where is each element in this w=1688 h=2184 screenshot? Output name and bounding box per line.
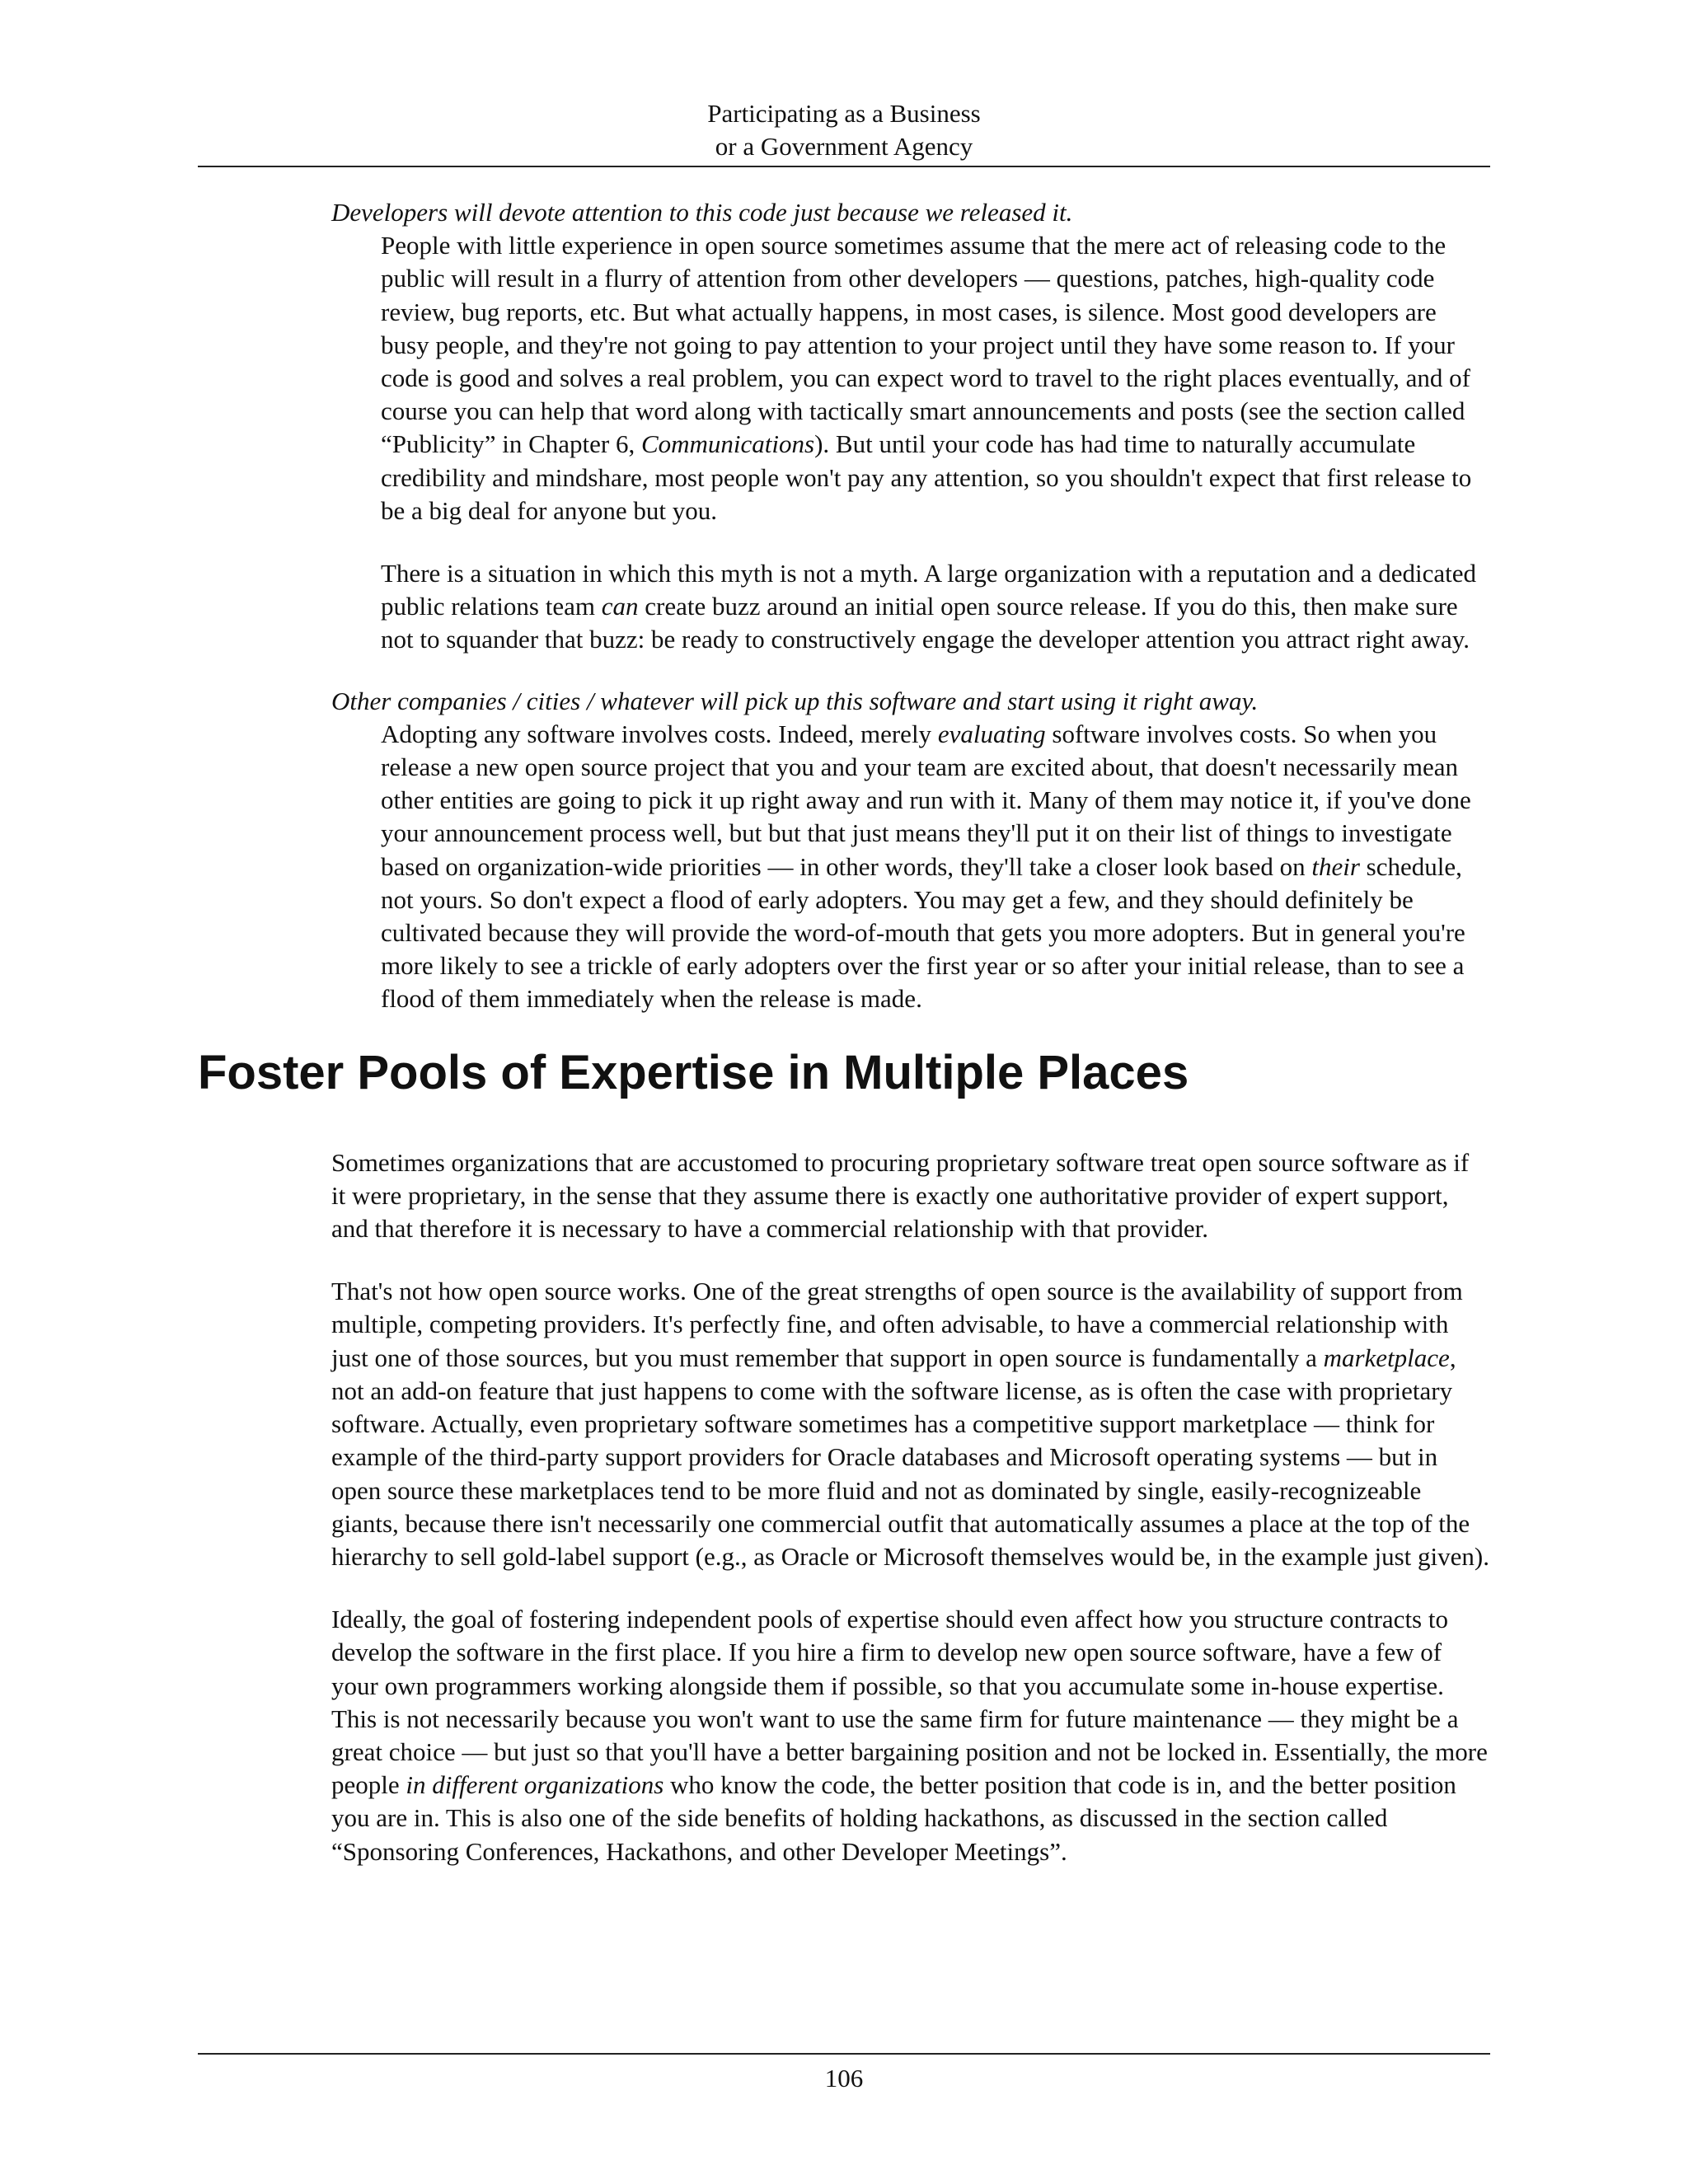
myth-definition xyxy=(381,718,1489,1016)
running-header-line-1: Participating as a Business xyxy=(707,99,981,128)
page-content xyxy=(198,196,1490,1868)
myth-definition xyxy=(381,229,1489,656)
section-heading: Foster Pools of Expertise in Multiple Places xyxy=(198,1045,1189,1099)
footer-rule xyxy=(198,2053,1490,2055)
running-header-line-2: or a Government Agency xyxy=(715,132,973,161)
section-body xyxy=(331,1146,1489,1868)
myth-term: Developers will devote attention to this code just because we released it. xyxy=(331,198,1073,227)
running-header xyxy=(198,97,1490,163)
paragraph: That's not how open source works. One of the great strengths of open source is the availability of support from multiple, competing providers. It's perfectly fine, and often advisable, to have a commercial relationship with just one of those sources, but you must remember that support in open source is fundamentally a marketplace, not an add-on feature that just happens to come with the software license, as is often the case with proprietary software. Actually, even proprietary software sometimes has a competitive support marketplace — think for example of the third-party support providers for Oracle databases and Microsoft operating systems — but in open source these marketplaces tend to be more fluid and not as dominated by single, easily-recognizeable giants, because there isn't necessarily one commercial outfit that automatically assumes a place at the top of the hierarchy to sell gold-label support (e.g., as Oracle or Microsoft themselves would be, in the example just given). xyxy=(331,1277,1489,1571)
paragraph: Sometimes organizations that are accustomed to procuring proprietary software treat open source software as if it were proprietary, in the sense that they assume there is exactly one authoritative provider of expert support, and that therefore it is necessary to have a commercial relationship with that provider. xyxy=(331,1147,1470,1244)
myth-entry xyxy=(198,196,1490,657)
page-number: 106 xyxy=(824,2064,864,2093)
myth-entry xyxy=(198,685,1490,1016)
myth-term: Other companies / cities / whatever will pick up this software and start using it right away. xyxy=(331,686,1259,715)
header-rule xyxy=(198,166,1490,167)
paragraph: Adopting any software involves costs. Indeed, merely evaluating software involves costs. So when you release a new open source project that you and your team are excited about, that doesn't necessarily mean other entities are going to pick it up right away and run with it. Many of them may notice it, if you've done your announcement process well, but but that just means they'll put it on their list of things to investigate based on organization-wide priorities — in other words, they'll take a closer look based on their schedule, not yours. So don't expect a flood of early adopters. You may get a few, and they should definitely be cultivated because they will provide the word-of-mouth that gets you more adopters. But in general you're more likely to see a trickle of early adopters over the first year or so after your initial release, than to see a flood of them immediately when the release is made. xyxy=(381,719,1471,1014)
paragraph: Ideally, the goal of fostering independent pools of expertise should even affect how you structure contracts to develop the software in the first place. If you hire a firm to develop new open source software, have a few of your own programmers working alongside them if possible, so that you accumulate some in-house expertise. This is not necessarily because you won't want to use the same firm for future maintenance — they might be a great choice — but just so that you'll have a better bargaining position and not be locked in. Essentially, the more people in different organizations who know the code, the better position that code is in, and the better position you are in. This is also one of the side benefits of holding hackathons, as discussed in the section called “Sponsoring Conferences, Hackathons, and other Developer Meetings”. xyxy=(331,1605,1488,1866)
paragraph: People with little experience in open source sometimes assume that the mere act of releasing code to the public will result in a flurry of attention from other developers — questions, patches, high-quality code review, bug reports, etc. But what actually happens, in most cases, is silence. Most good developers are busy people, and they're not going to pay attention to your project until they have some reason to. If your code is good and solves a real problem, you can expect word to travel to the right places eventually, and of course you can help that word along with tactically smart announcements and posts (see the section called “Publicity” in Chapter 6, Communications). But until your code has had time to naturally accumulate credibility and mindshare, most people won't pay any attention, so you shouldn't expect that first release to be a big deal for anyone but you. xyxy=(381,231,1472,525)
paragraph: There is a situation in which this myth is not a myth. A large organization with a reputation and a dedicated public relations team can create buzz around an initial open source release. If you do this, then make sure not to squander that buzz: be ready to constructively engage the developer attention you attract right away. xyxy=(381,559,1476,654)
